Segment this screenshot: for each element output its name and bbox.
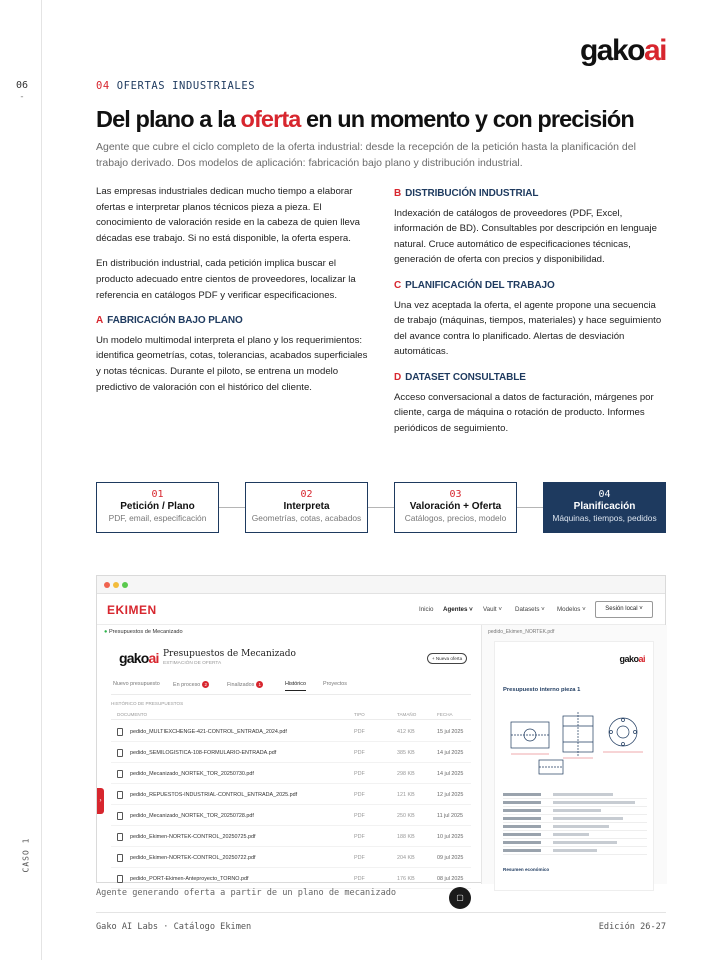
page-number-dash: -: [19, 92, 25, 102]
chevron-right-icon: ›: [99, 798, 102, 804]
new-offer-button[interactable]: + Nueva oferta: [427, 653, 467, 664]
flow-step-number: 03: [449, 489, 462, 500]
flow-step-2: [245, 482, 368, 533]
file-size: 250 KB: [397, 813, 415, 819]
nav-item-modelos[interactable]: Modelos ˅: [557, 606, 586, 613]
table-row[interactable]: [111, 848, 471, 868]
file-type: PDF: [354, 750, 365, 756]
flow-step-title: Valoración + Oferta: [409, 501, 502, 512]
page-headline: [96, 106, 634, 133]
chat-bubble-icon: ▢: [456, 893, 464, 902]
file-icon: [117, 812, 123, 820]
file-name: pedido_SEMILOGISTICA-108-FORMULARIO-ENTRADA.pdf: [130, 750, 277, 756]
file-type: PDF: [354, 771, 365, 777]
table-header: [111, 712, 471, 720]
table-row[interactable]: [111, 722, 471, 742]
file-icon: [117, 833, 123, 841]
flow-connector: [368, 507, 394, 508]
file-icon: [117, 875, 123, 883]
file-size: 412 KB: [397, 729, 415, 735]
section-number: 04: [96, 80, 110, 92]
intro-paragraph-1: Las empresas industriales dedican mucho tiempo a elaborar ofertas e interpretar planos técnicos pieza a pieza. El conocimiento de valoración reside en la cabeza de quien lleva décadas ese trabajo. Si no está disponible, la oferta espera.: [96, 186, 360, 244]
inner-page-subtitle: ESTIMACIÓN DE OFERTA: [163, 661, 222, 666]
flow-step-number: 01: [151, 489, 164, 500]
flow-step-number: 04: [598, 489, 611, 500]
file-type: PDF: [354, 792, 365, 798]
right-column: [394, 184, 666, 446]
tab-finished-label: Finalizados: [227, 681, 255, 688]
ekimen-logo[interactable]: EKIMEN: [107, 603, 157, 617]
file-icon: [117, 749, 123, 757]
inner-logo-accent: ai: [148, 650, 159, 666]
flow-connector: [219, 507, 245, 508]
file-type: PDF: [354, 729, 365, 735]
tab-finished[interactable]: [227, 681, 263, 688]
file-name: pedido_Ekimen-NORTEK-CONTROL_20250722.pdf: [130, 855, 256, 861]
breadcrumb: [104, 629, 183, 635]
flow-step-1: [96, 482, 219, 533]
tab-in-process-label: En proceso: [173, 681, 201, 688]
flow-step-subtitle: Geometrías, cotas, acabados: [251, 513, 362, 523]
breadcrumb-label[interactable]: Presupuestos de Mecanizado: [108, 629, 183, 635]
spec-row: [503, 839, 647, 847]
footer-left: Gako AI Labs · Catálogo Ekimen: [96, 922, 252, 932]
technical-drawing: [503, 702, 647, 780]
section-b-letter: B: [394, 188, 402, 199]
file-size: 188 KB: [397, 834, 415, 840]
file-name: pedido_REPUESTOS-INDUSTRIAL-CONTROL_ENTRADA_2025.pdf: [130, 792, 298, 798]
preview-file-name[interactable]: pedido_Ekimen_NORTEK.pdf: [488, 629, 555, 635]
section-c-letter: C: [394, 279, 402, 291]
section-kicker: [96, 80, 255, 92]
column-header[interactable]: TIPO: [354, 712, 365, 717]
app-navbar: [97, 595, 665, 625]
footer-right: Edición 26-27: [598, 922, 666, 932]
table-row[interactable]: [111, 743, 471, 763]
spec-row: [503, 831, 647, 839]
spec-row: [503, 847, 647, 855]
count-badge: 2: [202, 681, 209, 688]
spec-table: [503, 791, 647, 855]
logo-main-text: gako: [579, 34, 644, 67]
nav-item-inicio[interactable]: Inicio: [419, 606, 434, 613]
column-header[interactable]: DOCUMENTO: [117, 712, 148, 717]
inner-logo-main: gako: [119, 650, 149, 666]
flow-connector: [517, 507, 543, 508]
page-number: 06: [15, 80, 29, 91]
count-badge: 1: [256, 681, 263, 688]
section-a-heading: [96, 313, 368, 329]
flow-step-title: Interpreta: [283, 501, 330, 512]
flow-step-subtitle: PDF, email, especificación: [108, 513, 207, 523]
file-size: 385 KB: [397, 750, 415, 756]
nav-item-datasets[interactable]: Datasets ˅: [515, 606, 545, 613]
section-d-letter: D: [394, 371, 402, 383]
footer-divider: [96, 912, 666, 913]
column-header[interactable]: TAMAÑO: [397, 712, 417, 717]
tab-projects[interactable]: Proyectos: [323, 681, 347, 687]
flow-step-3: [394, 482, 517, 533]
tab-history[interactable]: Histórico: [285, 681, 306, 691]
file-type: PDF: [354, 813, 365, 819]
preview-document-title: Presupuesto interno pieza 1: [503, 687, 581, 693]
file-name: pedido_Mecanizado_NORTEK_TOR_20250730.pdf: [130, 771, 254, 777]
preview-logo-main: gako: [619, 654, 639, 664]
window-titlebar: [97, 576, 665, 594]
table-row[interactable]: [111, 764, 471, 784]
gako-ai-logo: [580, 34, 666, 68]
preview-summary-heading: Resumen económico: [503, 867, 550, 872]
file-date: 10 jul 2025: [437, 834, 464, 840]
column-header[interactable]: FECHA: [437, 712, 453, 717]
file-icon: [117, 854, 123, 862]
file-date: 08 jul 2025: [437, 876, 464, 882]
file-icon: [117, 770, 123, 778]
spec-row: [503, 815, 647, 823]
preview-gako-logo: [619, 654, 645, 664]
logo-accent-text: ai: [643, 34, 666, 67]
tab-in-process[interactable]: [173, 681, 209, 688]
section-d-title: DATASET CONSULTABLE: [405, 371, 526, 383]
file-date: 12 jul 2025: [437, 792, 464, 798]
headline-highlight: oferta: [240, 106, 301, 132]
maximize-dot-icon[interactable]: [122, 582, 128, 588]
file-size: 176 KB: [397, 876, 415, 882]
document-preview-pane: [481, 625, 667, 884]
spec-row: [503, 799, 647, 807]
file-type: PDF: [354, 855, 365, 861]
file-date: 14 jul 2025: [437, 750, 464, 756]
status-dot-icon: ●: [104, 629, 108, 635]
section-title: OFERTAS INDUSTRIALES: [116, 80, 256, 92]
flow-step-number: 02: [300, 489, 313, 500]
headline-before: Del plano a la: [96, 106, 241, 132]
figure-caption: Agente generando oferta a partir de un plano de mecanizado: [96, 888, 397, 898]
file-icon: [117, 791, 123, 799]
file-icon: [117, 728, 123, 736]
section-b-heading: [394, 186, 666, 202]
chat-button[interactable]: [449, 887, 471, 909]
table-row[interactable]: [111, 785, 471, 805]
file-date: 15 jul 2025: [437, 729, 464, 735]
side-rule: [41, 0, 42, 960]
close-dot-icon[interactable]: [104, 582, 110, 588]
preview-document[interactable]: [494, 641, 654, 891]
flow-step-subtitle: Máquinas, tiempos, pedidos: [552, 513, 657, 523]
inner-gako-logo: [119, 650, 159, 666]
nav-item-agentes[interactable]: Agentes ˅: [443, 606, 473, 613]
file-name: pedido_Ekimen-NORTEK-CONTROL_20250725.pdf: [130, 834, 256, 840]
file-size: 204 KB: [397, 855, 415, 861]
process-flow: [96, 482, 666, 534]
section-c-heading: [394, 278, 666, 294]
headline-after: en un momento y con precisión: [300, 106, 634, 132]
preview-logo-accent: ai: [638, 654, 645, 664]
section-b-title: DISTRIBUCIÓN INDUSTRIAL: [405, 188, 539, 199]
left-column: [96, 184, 368, 405]
table-row[interactable]: [111, 869, 471, 889]
minimize-dot-icon[interactable]: [113, 582, 119, 588]
case-label: CASO 1: [21, 837, 31, 873]
inner-page-title: Presupuestos de Mecanizado: [163, 649, 296, 659]
table-row[interactable]: [111, 806, 471, 826]
flow-step-title: Planificación: [573, 501, 636, 512]
section-d-heading: [394, 370, 666, 386]
section-c-text: Una vez aceptada la oferta, el agente propone una secuencia de trabajo (máquinas, tiempos, materiales) y hace seguimiento del avance contra lo planificado. Alertas de desviación automáticas.: [394, 299, 662, 358]
file-name: pedido_MULTIEXCHENGE-421-CONTROL_ENTRADA_2024.pdf: [130, 729, 287, 735]
file-date: 11 jul 2025: [437, 813, 463, 819]
file-name: pedido_PORT-Ekimen-Anteproyecto_TORNO.pdf: [130, 876, 249, 882]
section-a-text: Un modelo multimodal interpreta el plano y los requerimientos: identifica geometrías, cotas, tolerancias, acabados superficiales y notas técnicas. Durante el piloto, se entrena un modelo predictivo de valoración con el histórico del cliente.: [96, 334, 368, 393]
lede-paragraph: Agente que cubre el ciclo completo de la oferta industrial: desde la recepción de la petición hasta la planificación del trabajo derivado. Dos modelos de aplicación: fabricación bajo plano y distribución industrial.: [96, 141, 636, 169]
tab-new-budget[interactable]: Nuevo presupuesto: [113, 681, 160, 687]
tab-bar: [111, 677, 471, 695]
section-d-text: Acceso conversacional a datos de facturación, márgenes por cliente, carga de máquina o rotación de producto. Informes periódicos de seguimiento.: [394, 391, 654, 434]
file-date: 09 jul 2025: [437, 855, 464, 861]
file-type: PDF: [354, 876, 365, 882]
nav-item-vault[interactable]: Vault ˅: [483, 606, 502, 613]
flow-step-subtitle: Catálogos, precios, modelo: [404, 513, 507, 523]
spec-row: [503, 823, 647, 831]
section-a-letter: A: [96, 315, 104, 327]
file-size: 121 KB: [397, 792, 415, 798]
flow-step-4: [543, 482, 666, 533]
file-size: 298 KB: [397, 771, 415, 777]
session-button[interactable]: Sesión local ˅: [595, 601, 653, 618]
table-heading: HISTÓRICO DE PRESUPUESTOS: [111, 701, 184, 706]
flow-step-title: Petición / Plano: [120, 501, 195, 512]
panel-expand-tab[interactable]: [97, 788, 104, 814]
intro-paragraph-2: En distribución industrial, cada petición implica buscar el producto adecuado entre cientos de proveedores, localizar la referencia en catálogos PDF y verificar especificaciones.: [96, 258, 356, 301]
section-b-text: Indexación de catálogos de proveedores (PDF, Excel, información de BD). Consultables por descripción en lenguaje natural. Cruce automático de especificaciones técnicas, generación de oferta con precios y disponibilidad.: [394, 207, 657, 266]
section-c-title: PLANIFICACIÓN DEL TRABAJO: [405, 279, 555, 291]
table-row[interactable]: [111, 827, 471, 847]
section-a-title: FABRICACIÓN BAJO PLANO: [107, 315, 243, 327]
file-type: PDF: [354, 834, 365, 840]
spec-row: [503, 807, 647, 815]
file-name: pedido_Mecanizado_NORTEK_TOR_20250728.pdf: [130, 813, 254, 819]
spec-row: [503, 791, 647, 799]
file-date: 14 jul 2025: [437, 771, 464, 777]
